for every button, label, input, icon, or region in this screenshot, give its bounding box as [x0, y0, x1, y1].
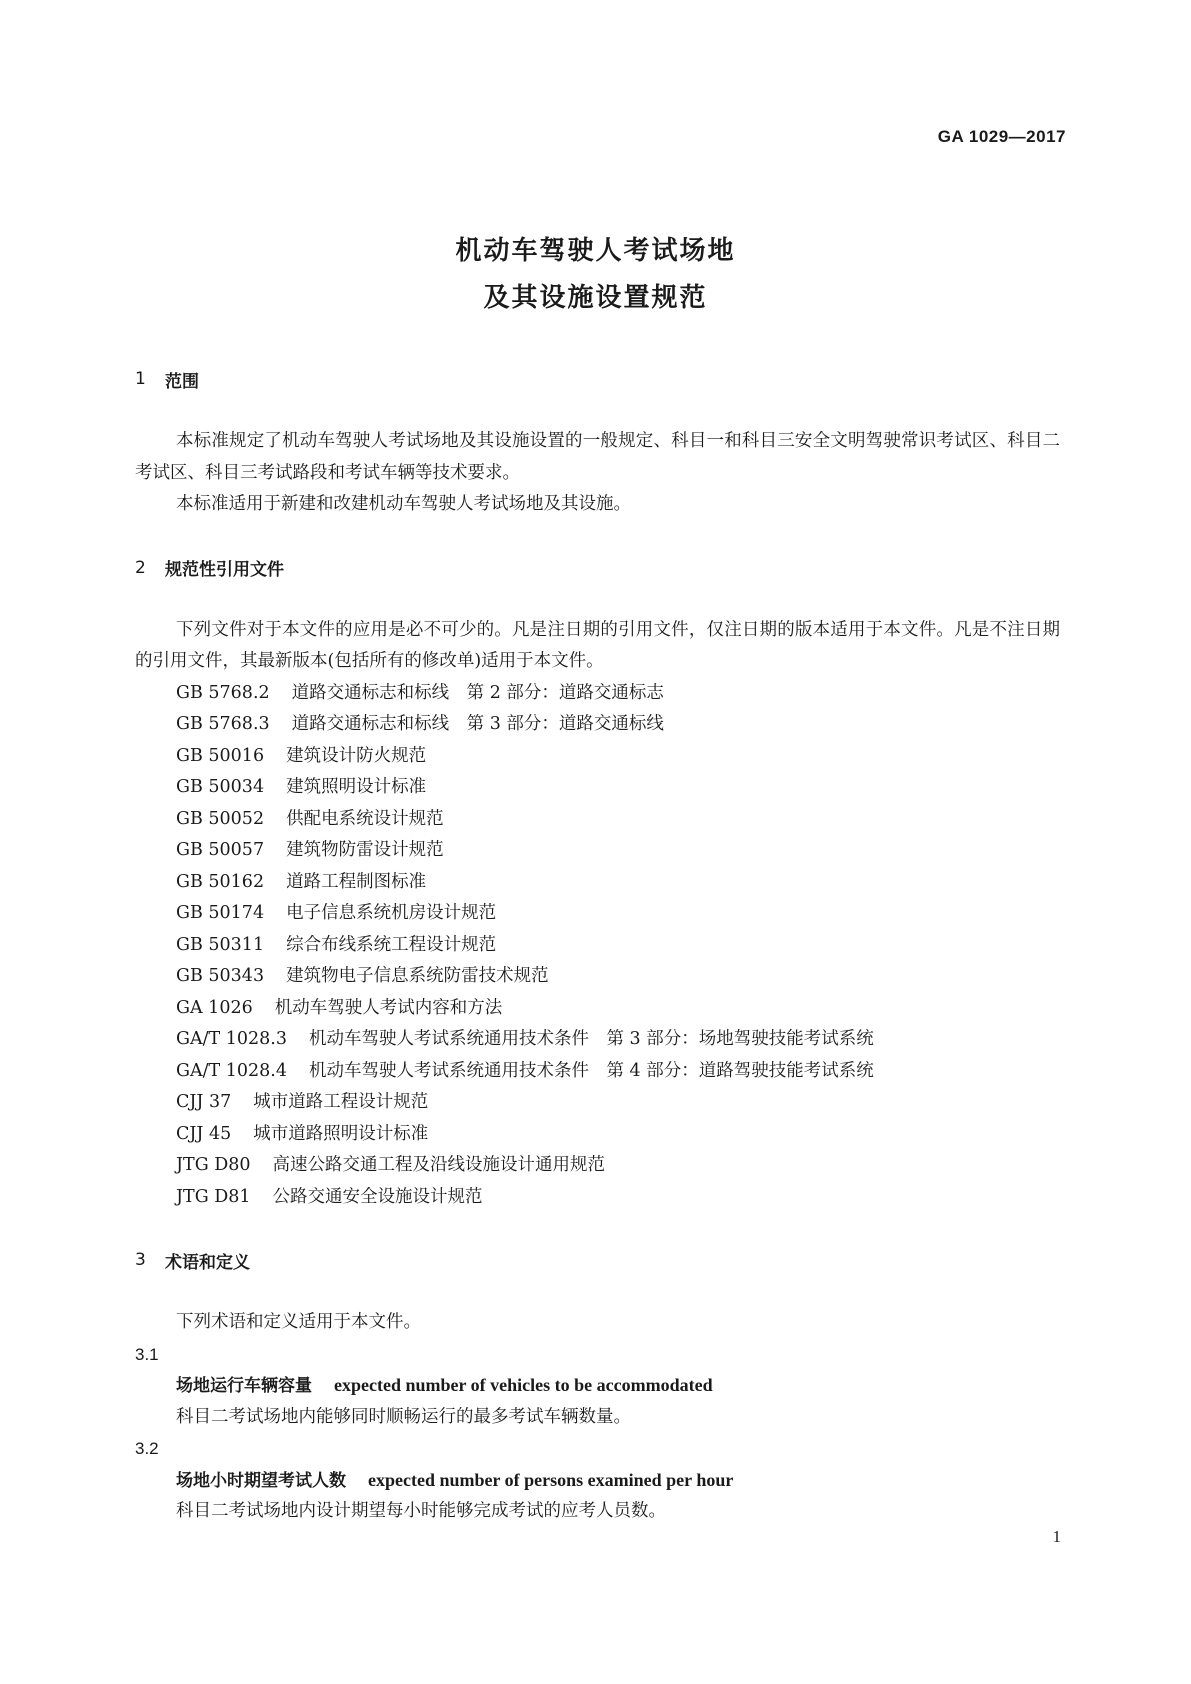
reference-code: GB 50311: [176, 934, 265, 955]
section-title: 术语和定义: [165, 1252, 250, 1273]
reference-code: GB 50174: [176, 903, 265, 923]
reference-title: 供配电系统设计规范: [286, 808, 444, 829]
reference-title: 建筑照明设计标准: [286, 777, 427, 797]
reference-code: GB 50057: [176, 840, 265, 860]
page-number: 1: [1052, 1527, 1061, 1546]
reference-code: GB 50162: [176, 871, 265, 892]
term-english: expected number of persons examined per hour: [368, 1469, 734, 1490]
reference-code: JTG D81: [176, 1186, 251, 1207]
reference-title: 建筑物防雷设计规范: [286, 840, 444, 860]
section-title: 规范性引用文件: [165, 560, 284, 580]
reference-code: GB 5768.2: [176, 682, 270, 703]
section-3-heading: [135, 1245, 1060, 1275]
term-english: expected number of vehicles to be accommodated: [334, 1375, 713, 1395]
title-line-2: 及其设施设置规范: [483, 283, 708, 313]
section-number: 2: [135, 557, 146, 578]
section-2-heading: [135, 553, 1060, 583]
reference-title: 城市道路照明设计标准: [253, 1123, 429, 1144]
reference-code: GB 50343: [176, 966, 265, 986]
reference-item: [176, 898, 1060, 930]
reference-item: [176, 741, 1060, 773]
reference-title: 机动车驾驶人考试系统通用技术条件 第 4 部分：道路驾驶技能考试系统: [308, 1060, 874, 1081]
reference-code: GA/T 1028.3: [176, 1029, 287, 1049]
term-definition: 科目二考试场地内设计期望每小时能够完成考试的应考人员数。: [176, 1501, 666, 1521]
reference-item: [176, 835, 1060, 867]
reference-item: [176, 1024, 1060, 1056]
reference-item: [176, 867, 1060, 899]
reference-item: [176, 804, 1060, 836]
term-chinese: 场地小时期望考试人数: [176, 1470, 346, 1491]
reference-code: GB 5768.3: [176, 714, 270, 734]
reference-title: 道路工程制图标准: [286, 871, 427, 892]
reference-title: 综合布线系统工程设计规范: [286, 934, 497, 955]
term-title: [135, 1370, 1060, 1402]
reference-title: 城市道路工程设计规范: [253, 1092, 429, 1112]
reference-title: 建筑物电子信息系统防雷技术规范: [286, 966, 549, 986]
reference-item: [176, 678, 1060, 710]
reference-title: 机动车驾驶人考试内容和方法: [274, 997, 503, 1018]
reference-item: [176, 930, 1060, 962]
term-3-1: [135, 1339, 1060, 1434]
reference-item: [176, 709, 1060, 741]
reference-item: [176, 1150, 1060, 1182]
section-1-heading: [135, 364, 1060, 394]
reference-code: GA 1026: [176, 997, 253, 1018]
reference-title: 电子信息系统机房设计规范: [286, 903, 497, 923]
term-3-2: [135, 1433, 1060, 1528]
reference-item: [176, 1119, 1060, 1151]
term-definition: 科目二考试场地内能够同时顺畅运行的最多考试车辆数量。: [176, 1406, 631, 1427]
normative-reference-list: [135, 678, 1060, 1214]
reference-code: GB 50052: [176, 808, 265, 829]
reference-title: 机动车驾驶人考试系统通用技术条件 第 3 部分：场地驾驶技能考试系统: [308, 1029, 874, 1049]
reference-title: 公路交通安全设施设计规范: [272, 1186, 483, 1207]
section-2-paragraph-1: 下列文件对于本文件的应用是必不可少的。凡是注日期的引用文件，仅注日期的版本适用于本文件。凡是不注日期的引用文件，其最新版本(包括所有的修改单)适用于本文件。: [135, 619, 1060, 671]
reference-item: [176, 1056, 1060, 1088]
reference-code: GB 50034: [176, 777, 265, 797]
term-chinese: 场地运行车辆容量: [176, 1376, 312, 1396]
section-title: 范围: [165, 371, 199, 392]
reference-item: [176, 772, 1060, 804]
reference-code: CJJ 37: [176, 1092, 232, 1112]
reference-item: [176, 961, 1060, 993]
section-number: 3: [135, 1250, 146, 1270]
reference-code: GA/T 1028.4: [176, 1060, 287, 1081]
term-number: 3.1: [135, 1344, 159, 1364]
document-body: [135, 364, 1060, 1528]
section-3-paragraph-1: 下列术语和定义适用于本文件。: [176, 1312, 421, 1332]
reference-code: CJJ 45: [176, 1123, 232, 1144]
document-title: [0, 228, 1191, 322]
reference-item: [176, 1182, 1060, 1214]
reference-code: GB 50016: [176, 745, 265, 766]
reference-item: [176, 993, 1060, 1025]
reference-title: 建筑设计防火规范: [286, 745, 427, 766]
reference-item: [176, 1087, 1060, 1119]
reference-title: 高速公路交通工程及沿线设施设计通用规范: [272, 1155, 606, 1175]
term-title: [135, 1465, 1060, 1497]
section-number: 1: [135, 369, 146, 389]
reference-title: 道路交通标志和标线 第 3 部分：道路交通标线: [291, 714, 664, 734]
term-number: 3.2: [135, 1439, 159, 1458]
title-line-1: 机动车驾驶人考试场地: [455, 236, 736, 266]
reference-title: 道路交通标志和标线 第 2 部分：道路交通标志: [291, 682, 664, 703]
document-code: GA 1029—2017: [937, 127, 1066, 146]
section-1-paragraph-1: 本标准规定了机动车驾驶人考试场地及其设施设置的一般规定、科目一和科目三安全文明驾驶常识考试区、科目二考试区、科目三考试路段和考试车辆等技术要求。: [135, 431, 1060, 483]
reference-code: JTG D80: [176, 1155, 251, 1175]
section-1-paragraph-2: 本标准适用于新建和改建机动车驾驶人考试场地及其设施。: [176, 494, 631, 514]
